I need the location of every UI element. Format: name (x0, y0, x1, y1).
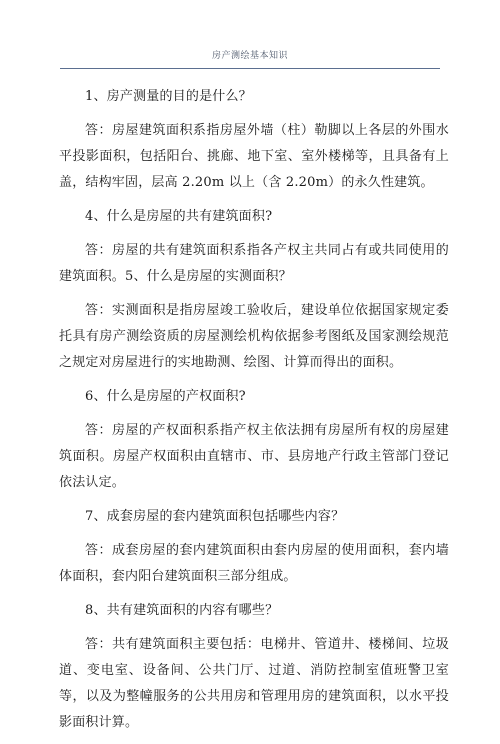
question-paragraph: 4、什么是房屋的共有建筑面积? (85, 209, 273, 224)
question-paragraph: 6、什么是房屋的产权面积? (85, 389, 246, 404)
answer-paragraph: 答：共有建筑面积主要包括：电梯井、管道井、楼梯间、垃圾道、变电室、设备间、公共门厅、过道、消防控制室值班警卫室等，以及为整幢服务的公共用房和管理用房的建筑面积，以水平投影面积计算。 (59, 637, 449, 730)
answer-paragraph: 答：实测面积是指房屋竣工验收后，建设单位依据国家规定委托具有房产测绘资质的房屋测绘机构依据参考图纸及国家测绘规范之规定对房屋进行的实地勘测、绘图、计算而得出的面积。 (59, 303, 449, 370)
question-paragraph: 8、共有建筑面积的内容有哪些？ (85, 603, 279, 618)
header-divider (60, 68, 440, 69)
answer-paragraph: 答：房屋的产权面积系指产权主依法拥有房屋所有权的房屋建筑面积。房屋产权面积由直辖市、市、县房地产行政主管部门登记依法认定。 (59, 423, 449, 490)
answer-paragraph: 答：成套房屋的套内建筑面积由套内房屋的使用面积，套内墙体面积，套内阳台建筑面积三部分组成。 (59, 543, 449, 584)
document-body (59, 84, 449, 744)
question-paragraph: 1、房产测量的目的是什么？ (85, 89, 252, 104)
answer-paragraph: 答：房屋建筑面积系指房屋外墙（柱）勒脚以上各层的外围水平投影面积，包括阳台、挑廊、地下室、室外楼梯等，且具备有上盖，结构牢固，层高 2.20m 以上（含 2.20m）的永久性建筑。 (59, 123, 449, 190)
page-header-title: 房产测绘基本知识 (211, 51, 288, 61)
answer-paragraph: 答：房屋的共有建筑面积系指各产权主共同占有或共同使用的建筑面积。5、什么是房屋的实测面积？ (59, 243, 449, 284)
question-paragraph: 7、成套房屋的套内建筑面积包括哪些内容？ (85, 509, 345, 524)
